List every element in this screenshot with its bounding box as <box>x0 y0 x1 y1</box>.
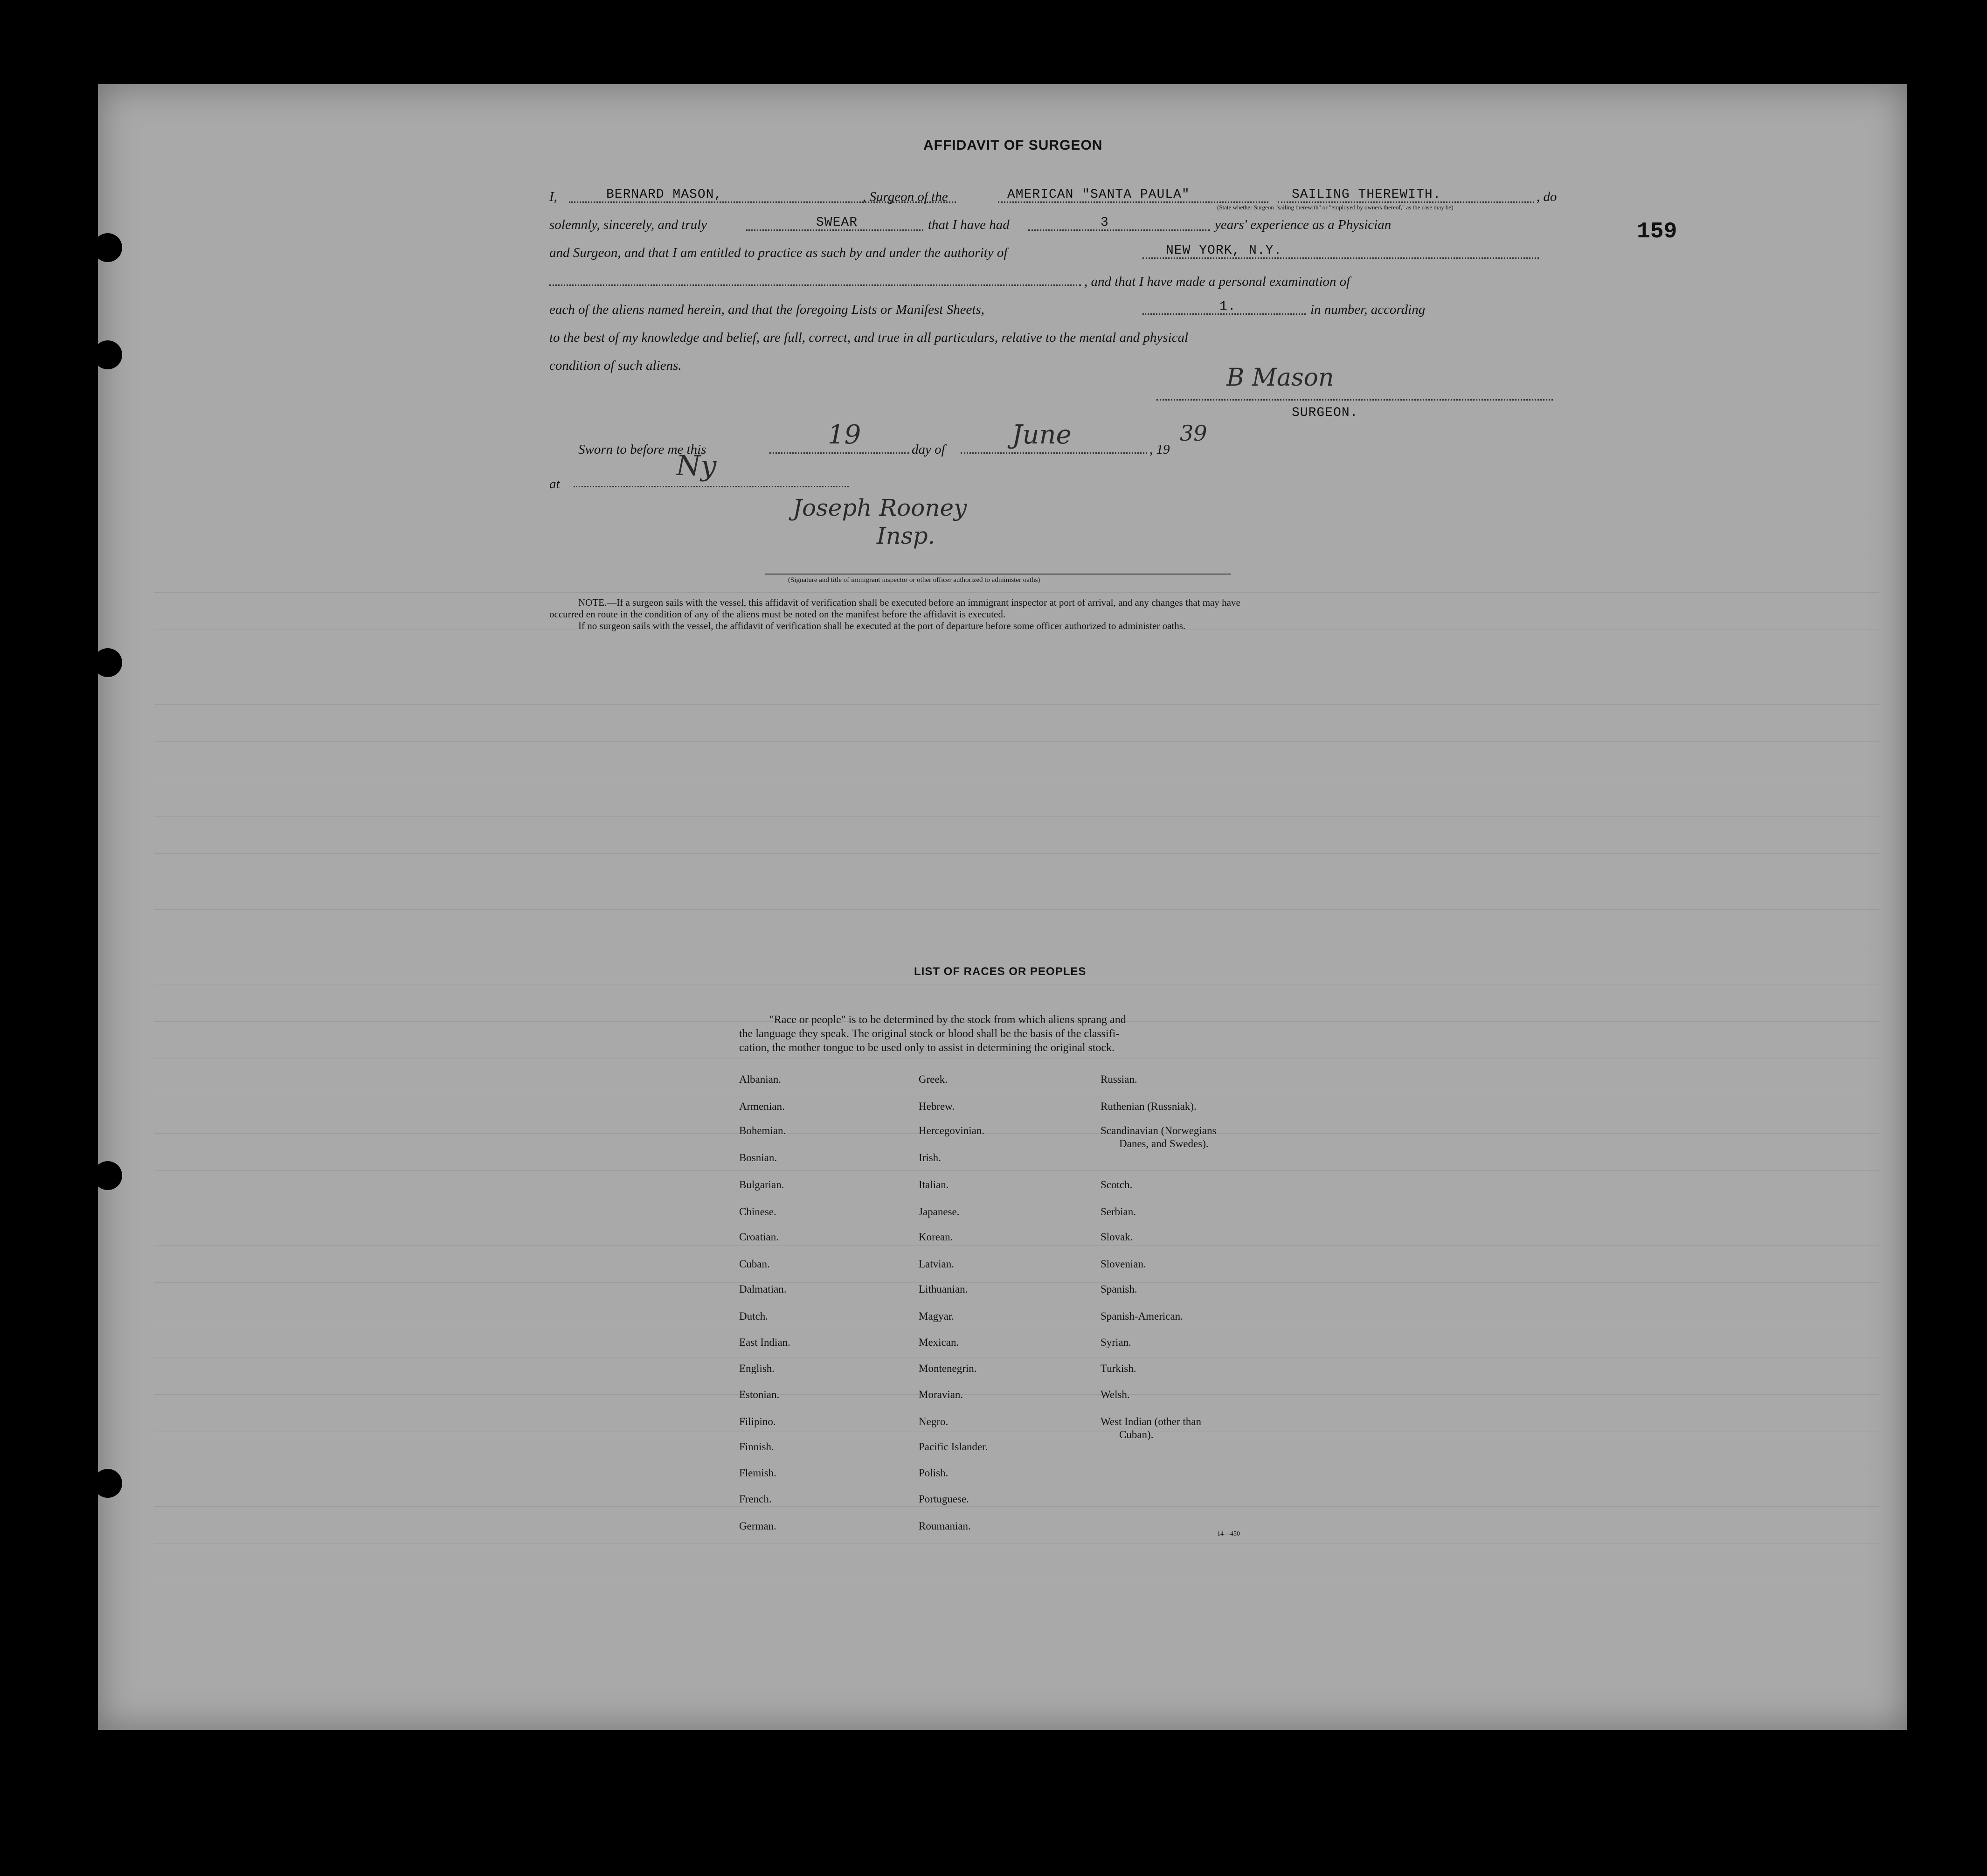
text-day-of: day of <box>912 442 945 457</box>
oath-word: SWEAR <box>816 215 858 230</box>
race-item: Irish. <box>919 1152 941 1163</box>
text-examination: , and that I have made a personal examination of <box>1084 274 1350 289</box>
race-item: Estonian. <box>739 1389 780 1400</box>
race-item: English. <box>739 1363 775 1374</box>
race-item: Korean. <box>919 1231 953 1243</box>
race-item: Scandinavian (Norwegians <box>1101 1125 1217 1136</box>
race-item: Hebrew. <box>919 1101 955 1112</box>
inspector-signature: Joseph Rooney <box>793 494 967 521</box>
surgeon-label: SURGEON. <box>1292 406 1358 420</box>
race-item: Hercegovinian. <box>919 1125 985 1136</box>
race-item: Welsh. <box>1101 1389 1130 1400</box>
form-code: 14—450 <box>1217 1530 1240 1537</box>
surgeon-name: BERNARD MASON, <box>606 187 723 202</box>
note-line-3: If no surgeon sails with the vessel, the affidavit of verification shall be executed at the port of departure before some officer authorized to administer oaths. <box>578 620 1186 631</box>
race-item: Turkish. <box>1101 1363 1136 1374</box>
race-item: Negro. <box>919 1416 948 1427</box>
race-item: Magyar. <box>919 1310 955 1322</box>
race-item: Albanian. <box>739 1073 782 1085</box>
text-sworn: Sworn to before me this <box>578 442 706 457</box>
manifest-sheets: 1. <box>1219 299 1236 314</box>
race-item: Armenian. <box>739 1101 785 1112</box>
race-item: Roumanian. <box>919 1520 971 1532</box>
race-item: Mexican. <box>919 1336 959 1348</box>
year-prefix: , 19 <box>1149 442 1170 457</box>
race-item: Finnish. <box>739 1441 774 1453</box>
page-number: 159 <box>1637 219 1677 244</box>
race-item: Lithuanian. <box>919 1283 968 1295</box>
text-best: to the best of my knowledge and belief, are full, correct, and true in all particulars, relative to the mental and physical <box>549 330 1189 345</box>
race-item: Russian. <box>1101 1073 1137 1085</box>
race-item: Dalmatian. <box>739 1283 787 1295</box>
text-solemnly: solemnly, sincerely, and truly <box>549 217 707 232</box>
inspector-caption: (Signature and title of immigrant inspector or other officer authorized to administer oaths) <box>788 576 1040 584</box>
race-item: Croatian. <box>739 1231 779 1243</box>
binder-hole <box>93 648 122 677</box>
race-item: Cuban. <box>739 1258 770 1270</box>
race-item: Pacific Islander. <box>919 1441 988 1453</box>
race-item: German. <box>739 1520 776 1532</box>
text-had: that I have had <box>928 217 1010 232</box>
text-at: at <box>549 477 560 491</box>
race-item: Scotch. <box>1101 1179 1133 1191</box>
race-item: Spanish-American. <box>1101 1310 1183 1322</box>
sworn-day: 19 <box>828 420 861 450</box>
race-item: French. <box>739 1493 772 1505</box>
race-item: Chinese. <box>739 1206 776 1218</box>
race-item: Italian. <box>919 1179 949 1191</box>
sworn-month: June <box>1012 420 1072 450</box>
race-item: West Indian (other than <box>1101 1416 1201 1427</box>
race-item: Ruthenian (Russniak). <box>1101 1101 1197 1112</box>
binder-hole <box>93 340 122 369</box>
race-item: Greek. <box>919 1073 948 1085</box>
note-line-2: occurred en route in the condition of any of the aliens must be noted on the manifest before the affidavit is executed. <box>549 609 1006 620</box>
text-condition: condition of such aliens. <box>549 358 682 373</box>
status-note: (State whether Surgeon "sailing therewith" or "employed by owners thereof," as the case may be) <box>1217 204 1454 211</box>
race-item: Filipino. <box>739 1416 776 1427</box>
text-surgeon-of: , Surgeon of the <box>863 189 948 204</box>
race-item: Japanese. <box>919 1206 960 1218</box>
race-item: Danes, and Swedes). <box>1119 1138 1209 1149</box>
race-item: Portuguese. <box>919 1493 969 1505</box>
race-item: Bulgarian. <box>739 1179 784 1191</box>
race-item: Slovak. <box>1101 1231 1133 1243</box>
surgeon-status: SAILING THEREWITH. <box>1292 187 1441 202</box>
text-years: years' experience as a Physician <box>1215 217 1392 232</box>
binder-hole <box>93 1469 122 1498</box>
binder-hole <box>93 1161 122 1190</box>
race-item: Dutch. <box>739 1310 768 1322</box>
binder-hole <box>93 233 122 262</box>
race-item: Moravian. <box>919 1389 963 1400</box>
race-item: Polish. <box>919 1467 948 1479</box>
race-item: Montenegrin. <box>919 1363 977 1374</box>
text-each: each of the aliens named herein, and that the foregoing Lists or Manifest Sheets, <box>549 302 984 317</box>
races-intro-3: cation, the mother tongue to be used only to assist in determining the original stock. <box>739 1042 1115 1054</box>
surgeon-signature: B Mason <box>1226 364 1334 392</box>
note-line-1: NOTE.—If a surgeon sails with the vessel, this affidavit of verification shall be executed before an immigrant inspector at port of arrival, and any changes that may have <box>578 597 1240 608</box>
years-experience: 3 <box>1101 215 1109 230</box>
race-item: Flemish. <box>739 1467 776 1479</box>
race-item: Serbian. <box>1101 1206 1136 1218</box>
text-do: , do <box>1537 189 1557 204</box>
text-number: in number, according <box>1310 302 1426 317</box>
race-item: Cuban). <box>1119 1429 1154 1440</box>
race-item: Bohemian. <box>739 1125 786 1136</box>
race-item: Latvian. <box>919 1258 954 1270</box>
sworn-year: 39 <box>1180 421 1207 446</box>
vessel-name: AMERICAN "SANTA PAULA" <box>1007 187 1190 202</box>
races-intro-2: the language they speak. The original stock or blood shall be the basis of the classifi- <box>739 1028 1120 1040</box>
inspector-title: Insp. <box>877 522 935 549</box>
race-item: Syrian. <box>1101 1336 1131 1348</box>
authority: NEW YORK, N.Y. <box>1166 243 1282 258</box>
race-item: Slovenian. <box>1101 1258 1146 1270</box>
sworn-place: Ny <box>676 450 717 482</box>
race-item: East Indian. <box>739 1336 790 1348</box>
affidavit-title: AFFIDAVIT OF SURGEON <box>923 138 1103 153</box>
races-title: LIST OF RACES OR PEOPLES <box>914 965 1087 978</box>
races-intro-1: "Race or people" is to be determined by the stock from which aliens sprang and <box>769 1014 1126 1026</box>
race-item: Spanish. <box>1101 1283 1137 1295</box>
text-i: I, <box>549 189 557 204</box>
document-sheet <box>98 84 1907 1730</box>
text-and-surgeon: and Surgeon, and that I am entitled to practice as such by and under the authority of <box>549 245 1008 260</box>
race-item: Bosnian. <box>739 1152 777 1163</box>
